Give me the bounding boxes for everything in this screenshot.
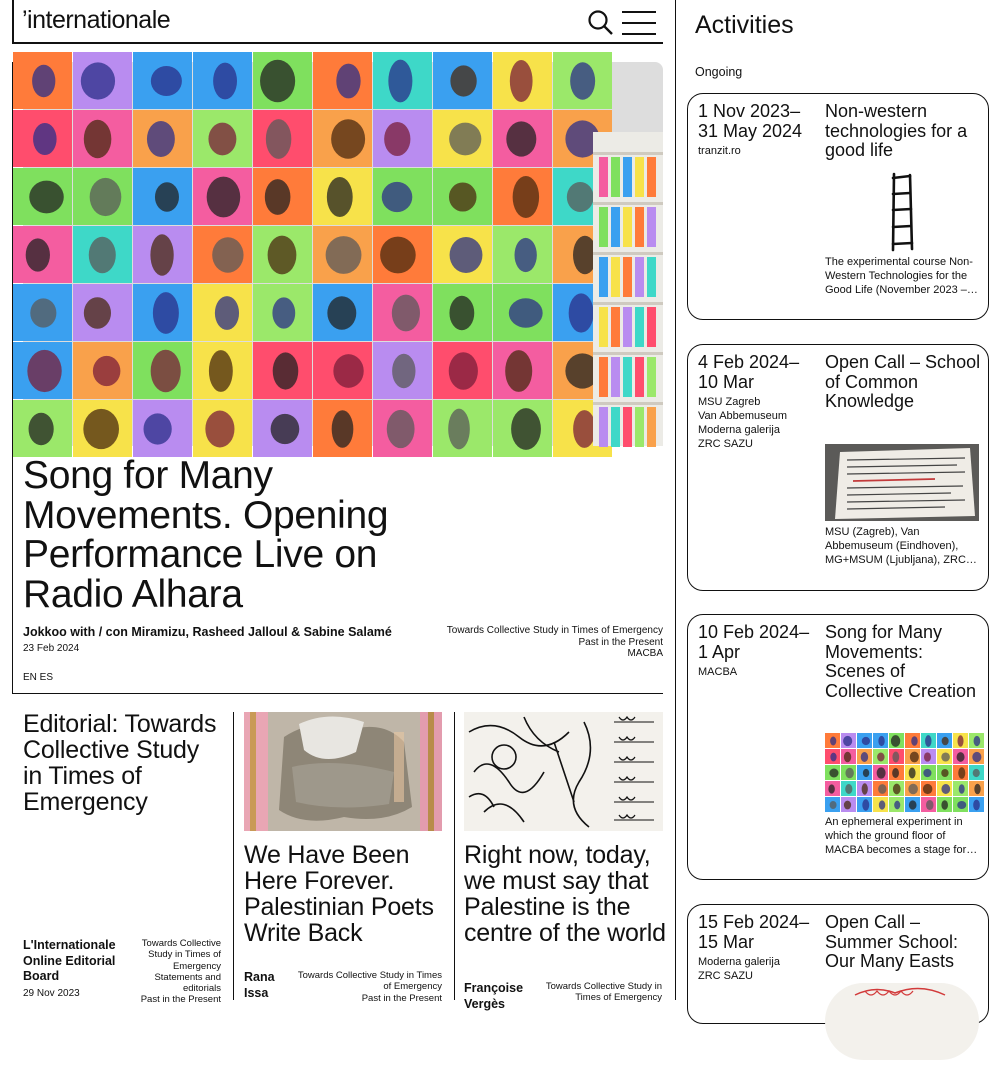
activity-venues — [698, 395, 787, 451]
tag-link[interactable]: Statements and editorials — [154, 971, 221, 995]
card-image[interactable] — [464, 712, 663, 831]
menu-button[interactable] — [622, 10, 656, 36]
venue-link[interactable]: Moderna galerija — [698, 956, 780, 968]
activities-subtitle: Ongoing — [695, 65, 743, 79]
tag-link[interactable]: Past in the Present — [578, 636, 663, 648]
activity-image — [825, 983, 979, 1060]
venue-link[interactable]: Moderna galerija — [698, 424, 780, 436]
activity-date: 1 Nov 2023– 31 May 2024 — [698, 101, 803, 141]
activity-image — [825, 444, 979, 521]
tag-link[interactable]: Past in the Present — [361, 992, 442, 1004]
card-tags — [540, 981, 662, 1004]
activity-image — [825, 733, 979, 810]
venue-link[interactable]: Van Abbemuseum — [698, 410, 788, 422]
activities-title: Activities — [695, 11, 794, 39]
card-date: 29 Nov 2023 — [23, 988, 80, 999]
activity-card[interactable] — [687, 93, 989, 320]
activity-description: The experimental course Non-Western Technologies for the Good Life (November 2023 –… — [825, 256, 978, 296]
card-author[interactable]: Françoise Vergès — [464, 981, 524, 1011]
tag-link[interactable]: Towards Collective Study in Times of Emergency — [446, 625, 663, 636]
card-tags — [136, 938, 221, 1006]
divider — [233, 712, 234, 1000]
search-icon — [586, 8, 616, 38]
activity-card[interactable] — [687, 904, 989, 1024]
venue-link[interactable]: ZRC SAZU — [698, 970, 753, 982]
card-title[interactable]: Editorial: Towards Collective Study in Times of Emergency — [23, 710, 217, 816]
feature-tags — [430, 625, 663, 660]
ladder-icon — [888, 172, 916, 252]
language-links[interactable]: EN ES — [23, 672, 54, 683]
venue-link[interactable]: tranzit.ro — [698, 145, 741, 157]
tag-link[interactable]: Towards Collective Study in Times of Emergency — [141, 938, 221, 972]
card-tags — [296, 970, 442, 1004]
activity-description: An ephemeral experiment in which the ground floor of MACBA becomes a stage for… — [825, 816, 978, 856]
feature-image[interactable] — [23, 62, 663, 446]
activity-name: Non-western technologies for a good life — [825, 101, 968, 160]
venue-link[interactable]: MACBA — [698, 666, 738, 678]
activity-date: 4 Feb 2024– 10 Mar — [698, 352, 800, 392]
tag-link[interactable]: MACBA — [627, 648, 663, 659]
activity-card[interactable] — [687, 614, 989, 880]
search-button[interactable] — [586, 8, 616, 38]
activity-name: Song for Many Movements: Scenes of Collective Creation — [825, 622, 977, 701]
activity-card[interactable] — [687, 344, 989, 591]
divider — [12, 693, 663, 694]
activity-name: Open Call – Summer School: Our Many Easts — [825, 912, 959, 971]
card-image[interactable] — [244, 712, 442, 831]
menu-icon-bar — [622, 33, 656, 35]
tag-link[interactable]: Towards Collective Study in Times of Emergency — [297, 970, 442, 993]
venue-link[interactable]: ZRC SAZU — [698, 438, 753, 450]
tag-link[interactable]: Past in the Present — [140, 994, 221, 1006]
activity-venues — [698, 665, 737, 679]
venue-link[interactable]: MSU Zagreb — [698, 396, 761, 408]
card-author[interactable]: Rana Issa — [244, 970, 275, 1000]
activity-date: 10 Feb 2024– 1 Apr — [698, 622, 810, 662]
activity-description: MSU (Zagreb), Van Abbemuseum (Eindhoven), MG+MSUM (Ljubljana), ZRC… — [825, 526, 977, 566]
menu-icon-bar — [622, 22, 656, 24]
divider — [12, 62, 13, 694]
card-title[interactable]: Right now, today, we must say that Palestine is the centre of the world — [464, 841, 666, 947]
site-header — [12, 0, 663, 44]
tag-link[interactable]: Towards Collective Study in Times of Emergency — [545, 981, 662, 1004]
activity-date: 15 Feb 2024– 15 Mar — [698, 912, 810, 952]
feature-authors[interactable]: Jokkoo with / con Miramizu, Rasheed Jalloul & Sabine Salamé — [23, 625, 392, 639]
feature-title[interactable]: Song for Many Movements. Opening Performance Live on Radio Alhara — [23, 454, 389, 616]
activity-name: Open Call – School of Common Knowledge — [825, 352, 981, 411]
activity-venues — [698, 144, 741, 158]
activity-venues — [698, 955, 780, 983]
card-title[interactable]: We Have Been Here Forever. Palestinian Poets Write Back — [244, 841, 434, 947]
site-logo[interactable]: ’internationale — [22, 6, 171, 34]
divider — [454, 712, 455, 1000]
menu-icon — [622, 11, 656, 13]
divider — [675, 0, 676, 1000]
feature-date: 23 Feb 2024 — [23, 643, 80, 654]
card-author[interactable]: L'Internationale Online Editorial Board — [23, 938, 116, 983]
